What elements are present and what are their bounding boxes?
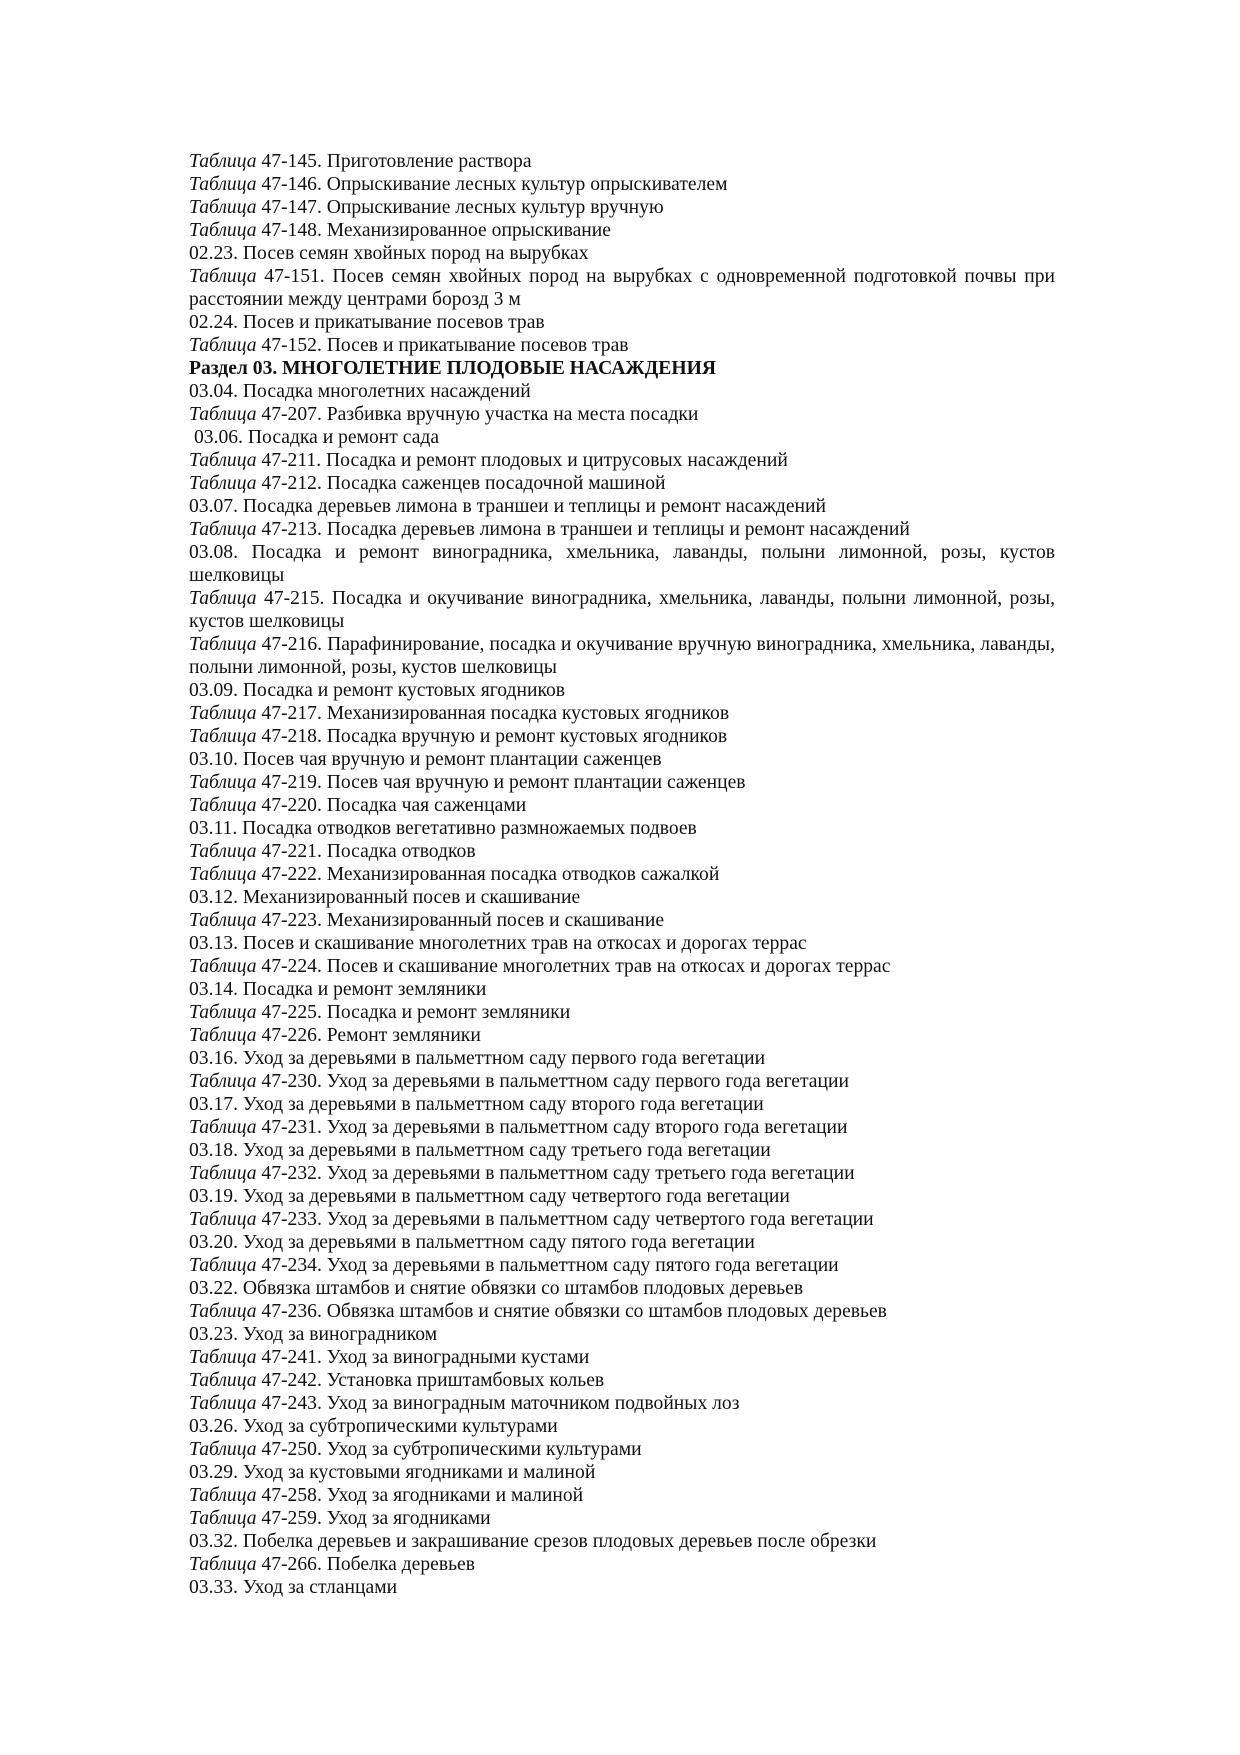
table-entry	[189, 909, 1055, 932]
table-word: Таблица	[189, 1002, 257, 1023]
table-entry-text: 47-226. Ремонт земляники	[256, 1025, 481, 1046]
table-entry-text: 47-225. Посадка и ремонт земляники	[256, 1002, 571, 1023]
subsection-entry: 03.08. Посадка и ремонт виноградника, хмельника, лаванды, полыни лимонной, розы, кустов шелковицы	[189, 542, 1055, 586]
table-entry	[189, 840, 1055, 863]
table-word: Таблица	[189, 1370, 257, 1391]
table-entry	[189, 955, 1055, 978]
table-entry	[189, 173, 1055, 196]
subsection-entry: 03.16. Уход за деревьями в пальметтном саду первого года вегетации	[189, 1048, 766, 1069]
table-word: Таблица	[189, 956, 257, 977]
table-word: Таблица	[189, 450, 257, 471]
section-heading: Раздел 03. МНОГОЛЕТНИЕ ПЛОДОВЫЕ НАСАЖДЕНИЯ	[189, 358, 716, 379]
table-entry	[189, 1300, 1055, 1323]
subsection-entry: 03.18. Уход за деревьями в пальметтном саду третьего года вегетации	[189, 1140, 771, 1161]
table-entry	[189, 1484, 1055, 1507]
subsection-entry: 03.07. Посадка деревьев лимона в траншеи и теплицы и ремонт насаждений	[189, 496, 827, 517]
table-word: Таблица	[189, 404, 257, 425]
table-entry-text: 47-151. Посев семян хвойных пород на вырубках с одновременной подготовкой почвы при расстоянии между центрами борозд 3 м	[189, 266, 1055, 310]
table-word: Таблица	[189, 1025, 257, 1046]
table-word: Таблица	[189, 473, 257, 494]
table-word: Таблица	[189, 1439, 257, 1460]
subsection-entry: 03.09. Посадка и ремонт кустовых ягодников	[189, 680, 566, 701]
document-page	[189, 150, 1055, 1599]
table-entry-text: 47-211. Посадка и ремонт плодовых и цитрусовых насаждений	[256, 450, 788, 471]
table-entry	[189, 1254, 1055, 1277]
table-word: Таблица	[189, 864, 257, 885]
table-entry-text: 47-222. Механизированная посадка отводков сажалкой	[256, 864, 720, 885]
table-entry-text: 47-148. Механизированное опрыскивание	[256, 220, 611, 241]
table-entry-text: 47-215. Посадка и окучивание виноградника, хмельника, лаванды, полыни лимонной, розы, кустов шелковицы	[189, 588, 1055, 632]
table-entry-text: 47-230. Уход за деревьями в пальметтном саду первого года вегетации	[256, 1071, 849, 1092]
table-entry-text: 47-219. Посев чая вручную и ремонт плантации саженцев	[256, 772, 746, 793]
table-entry	[189, 702, 1055, 725]
table-entry-text: 47-231. Уход за деревьями в пальметтном саду второго года вегетации	[256, 1117, 848, 1138]
table-entry	[189, 1369, 1055, 1392]
table-entry	[189, 1024, 1055, 1047]
subsection-entry: 03.20. Уход за деревьями в пальметтном саду пятого года вегетации	[189, 1232, 755, 1253]
table-entry	[189, 403, 1055, 426]
table-entry	[189, 334, 1055, 357]
table-entry	[189, 150, 1055, 173]
table-entry-text: 47-213. Посадка деревьев лимона в траншеи и теплицы и ремонт насаждений	[256, 519, 910, 540]
table-entry	[189, 794, 1055, 817]
table-entry-text: 47-266. Побелка деревьев	[256, 1554, 475, 1575]
subsection-entry: 03.22. Обвязка штамбов и снятие обвязки со штамбов плодовых деревьев	[189, 1278, 804, 1299]
table-entry-text: 47-233. Уход за деревьями в пальметтном саду четвертого года вегетации	[256, 1209, 874, 1230]
table-word: Таблица	[189, 1071, 257, 1092]
table-word: Таблица	[189, 910, 257, 931]
table-entry	[189, 1208, 1055, 1231]
table-entry	[189, 725, 1055, 748]
table-entry	[189, 265, 1055, 311]
table-entry-text: 47-259. Уход за ягодниками	[256, 1508, 491, 1529]
subsection-entry: 03.06. Посадка и ремонт сада	[194, 427, 440, 448]
table-word: Таблица	[189, 174, 257, 195]
table-entry	[189, 863, 1055, 886]
table-entry	[189, 1392, 1055, 1415]
table-word: Таблица	[189, 634, 257, 655]
table-entry	[189, 518, 1055, 541]
table-word: Таблица	[189, 1393, 257, 1414]
subsection-entry: 03.10. Посев чая вручную и ремонт плантации саженцев	[189, 749, 662, 770]
table-entry	[189, 1070, 1055, 1093]
table-entry-text: 47-218. Посадка вручную и ремонт кустовых ягодников	[256, 726, 728, 747]
table-entry	[189, 633, 1055, 679]
subsection-entry: 02.24. Посев и прикатывание посевов трав	[189, 312, 545, 333]
table-word: Таблица	[189, 220, 257, 241]
subsection-entry: 03.29. Уход за кустовыми ягодниками и малиной	[189, 1462, 596, 1483]
table-word: Таблица	[189, 1508, 257, 1529]
table-word: Таблица	[189, 772, 257, 793]
table-entry	[189, 449, 1055, 472]
table-entry	[189, 1116, 1055, 1139]
table-entry	[189, 1507, 1055, 1530]
subsection-entry: 03.11. Посадка отводков вегетативно размножаемых подвоев	[189, 818, 697, 839]
subsection-entry: 03.13. Посев и скашивание многолетних трав на откосах и дорогах террас	[189, 933, 807, 954]
table-word: Таблица	[189, 1163, 257, 1184]
subsection-entry: 03.19. Уход за деревьями в пальметтном саду четвертого года вегетации	[189, 1186, 790, 1207]
table-word: Таблица	[189, 795, 257, 816]
table-word: Таблица	[189, 1301, 257, 1322]
table-entry-text: 47-242. Установка приштамбовых кольев	[256, 1370, 605, 1391]
table-entry	[189, 219, 1055, 242]
table-entry	[189, 1553, 1055, 1576]
table-entry-text: 47-145. Приготовление раствора	[256, 151, 532, 172]
subsection-entry: 03.14. Посадка и ремонт земляники	[189, 979, 487, 1000]
table-entry-text: 47-258. Уход за ягодниками и малиной	[256, 1485, 584, 1506]
table-entry	[189, 1001, 1055, 1024]
subsection-entry: 03.33. Уход за стланцами	[189, 1577, 398, 1598]
table-word: Таблица	[189, 726, 257, 747]
subsection-entry: 03.32. Побелка деревьев и закрашивание срезов плодовых деревьев после обрезки	[189, 1531, 877, 1552]
table-entry-text: 47-234. Уход за деревьями в пальметтном саду пятого года вегетации	[256, 1255, 839, 1276]
table-entry-text: 47-250. Уход за субтропическими культурами	[256, 1439, 642, 1460]
subsection-entry: 02.23. Посев семян хвойных пород на вырубках	[189, 243, 589, 264]
table-entry	[189, 1346, 1055, 1369]
table-entry-text: 47-207. Разбивка вручную участка на места посадки	[256, 404, 699, 425]
table-entry-text: 47-232. Уход за деревьями в пальметтном саду третьего года вегетации	[256, 1163, 855, 1184]
table-entry-text: 47-236. Обвязка штамбов и снятие обвязки со штамбов плодовых деревьев	[256, 1301, 887, 1322]
table-word: Таблица	[189, 266, 257, 287]
table-entry-text: 47-221. Посадка отводков	[256, 841, 476, 862]
subsection-entry: 03.17. Уход за деревьями в пальметтном саду второго года вегетации	[189, 1094, 764, 1115]
table-word: Таблица	[189, 1117, 257, 1138]
table-word: Таблица	[189, 1554, 257, 1575]
table-entry	[189, 196, 1055, 219]
table-word: Таблица	[189, 841, 257, 862]
table-entry-text: 47-217. Механизированная посадка кустовых ягодников	[256, 703, 730, 724]
table-entry-text: 47-224. Посев и скашивание многолетних трав на откосах и дорогах террас	[256, 956, 891, 977]
table-word: Таблица	[189, 1485, 257, 1506]
table-word: Таблица	[189, 151, 257, 172]
table-entry	[189, 472, 1055, 495]
table-word: Таблица	[189, 588, 257, 609]
table-word: Таблица	[189, 1347, 257, 1368]
table-word: Таблица	[189, 1209, 257, 1230]
table-word: Таблица	[189, 335, 257, 356]
table-entry-text: 47-212. Посадка саженцев посадочной машиной	[256, 473, 666, 494]
subsection-entry: 03.04. Посадка многолетних насаждений	[189, 381, 531, 402]
subsection-entry: 03.12. Механизированный посев и скашивание	[189, 887, 581, 908]
table-entry	[189, 587, 1055, 633]
table-entry-text: 47-241. Уход за виноградными кустами	[256, 1347, 590, 1368]
table-word: Таблица	[189, 197, 257, 218]
table-entry	[189, 1162, 1055, 1185]
subsection-entry: 03.23. Уход за виноградником	[189, 1324, 438, 1345]
table-word: Таблица	[189, 1255, 257, 1276]
table-entry-text: 47-152. Посев и прикатывание посевов трав	[256, 335, 629, 356]
table-word: Таблица	[189, 519, 257, 540]
table-word: Таблица	[189, 703, 257, 724]
table-entry-text: 47-243. Уход за виноградным маточником подвойных лоз	[256, 1393, 740, 1414]
table-entry-text: 47-220. Посадка чая саженцами	[256, 795, 527, 816]
table-entry-text: 47-223. Механизированный посев и скашивание	[256, 910, 665, 931]
table-entry-text: 47-216. Парафинирование, посадка и окучивание вручную виноградника, хмельника, лаванды, полыни лимонной, розы, кустов шелковицы	[189, 634, 1055, 678]
table-entry-text: 47-146. Опрыскивание лесных культур опрыскивателем	[256, 174, 728, 195]
table-entry	[189, 1438, 1055, 1461]
table-entry-text: 47-147. Опрыскивание лесных культур вручную	[256, 197, 664, 218]
table-entry	[189, 771, 1055, 794]
subsection-entry: 03.26. Уход за субтропическими культурами	[189, 1416, 558, 1437]
